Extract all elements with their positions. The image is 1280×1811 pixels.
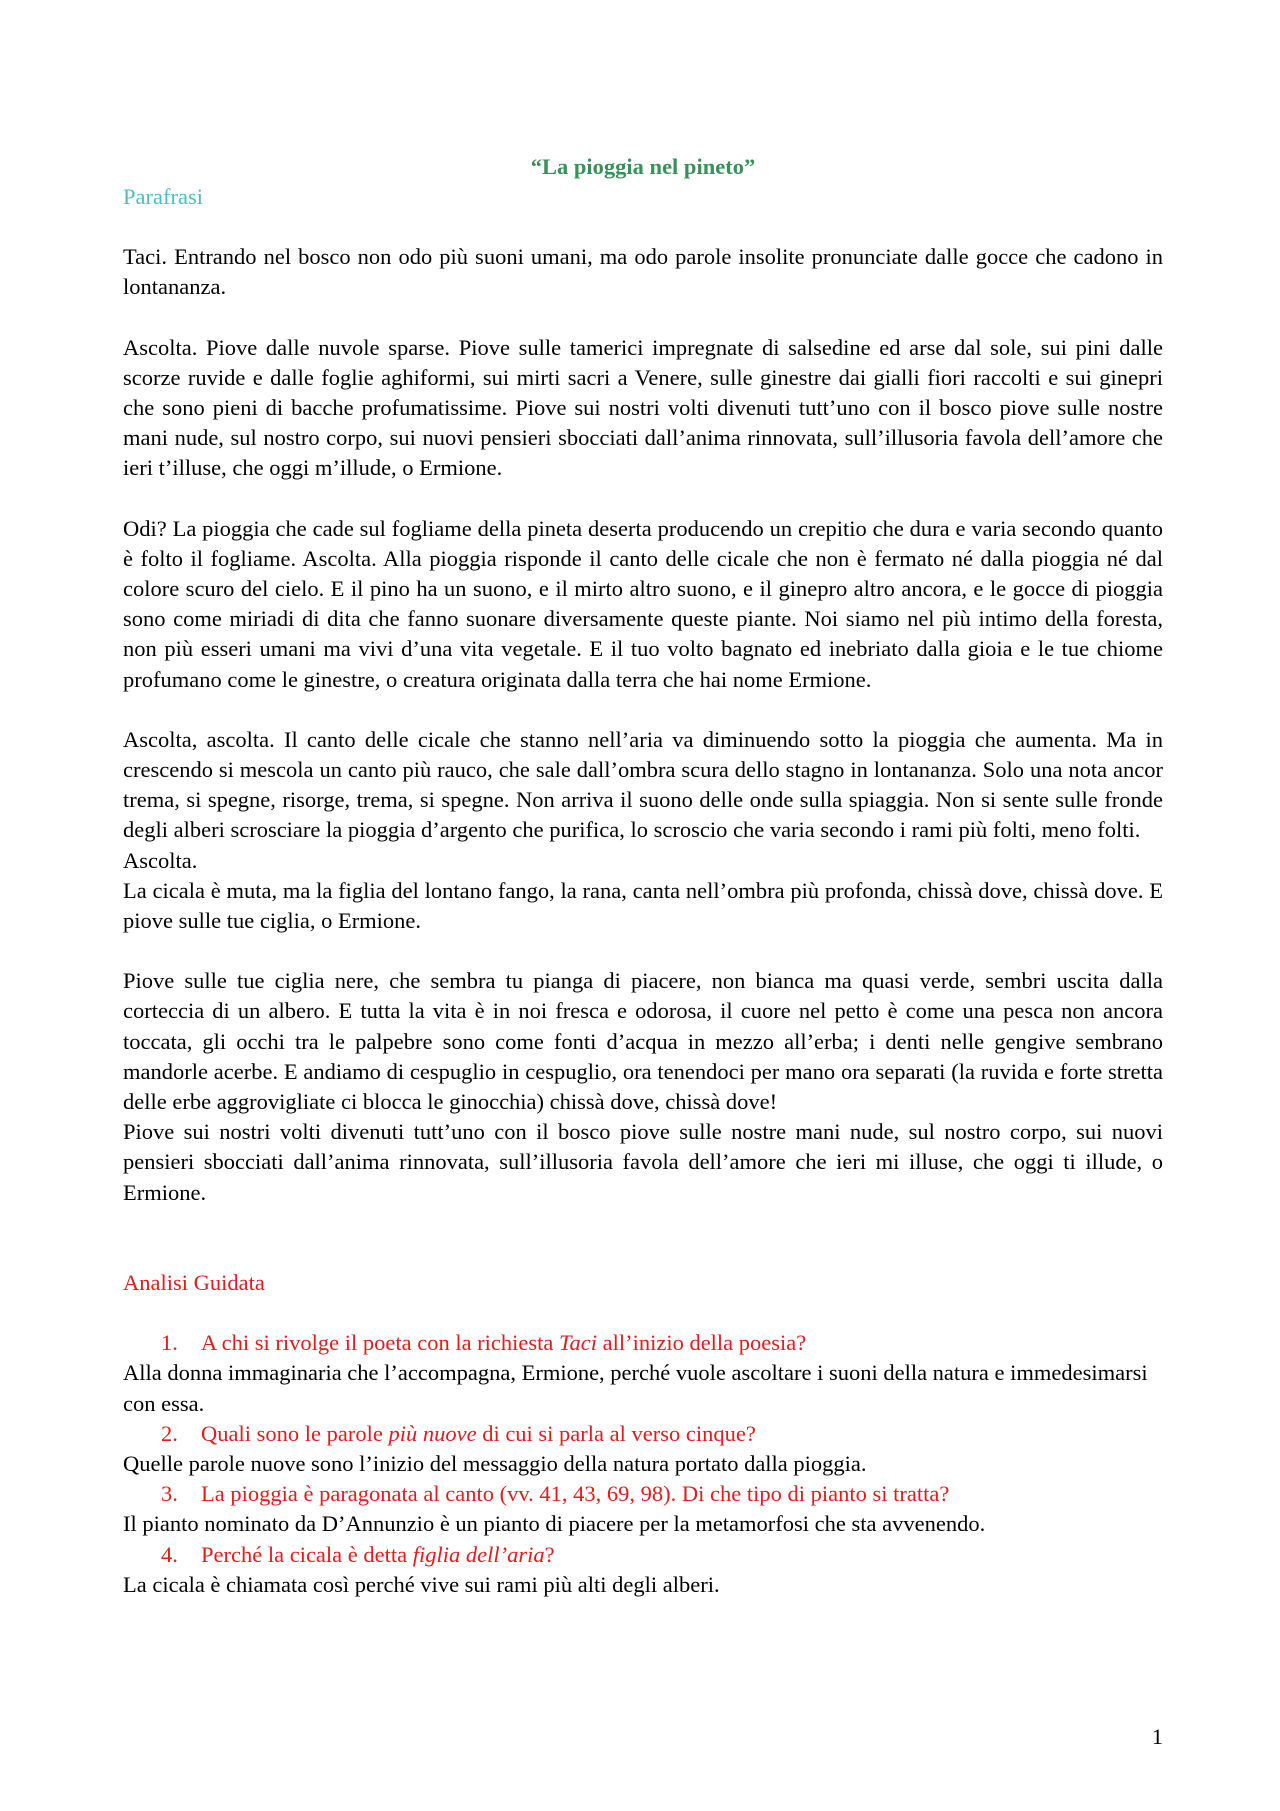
question-item <box>123 1328 1163 1358</box>
paraphrase-paragraph: Ascolta. Piove dalle nuvole sparse. Piove sulle tamerici impregnate di salsedine ed arse dal sole, sui pini dalle scorze ruvide e dalle foglie aghiformi, sui mirti sacri a Venere, sulle ginestre dai gialli fiori raccolti e sui ginepri che sono pieni di bacche profumatissime. Piove sui nostri volti divenuti tutt’uno con il bosco piove sulle nostre mani nude, sul nostro corpo, sui nuovi pensieri sbocciati dall’anima rinnovata, sull’illusoria favola dell’amore che ieri t’illuse, che oggi m’illude, o Ermione. <box>123 334 1163 481</box>
question-number: 4. <box>161 1541 178 1567</box>
question-text: Perché la cicala è detta <box>201 1541 413 1567</box>
paraphrase-paragraph: Taci. Entrando nel bosco non odo più suoni umani, ma odo parole insolite pronunciate dalle gocce che cadono in lontananza. <box>123 244 1163 300</box>
question-number: 2. <box>161 1420 178 1446</box>
question-item <box>123 1419 1163 1449</box>
question-italic: figlia dell’aria <box>412 1541 545 1567</box>
question-list <box>123 1328 1163 1600</box>
paraphrase-paragraph: Piove sui nostri volti divenuti tutt’uno con il bosco piove sulle nostre mani nude, sul nostro corpo, sui nuovi pensieri sbocciati dall’anima rinnovata, sull’illusoria favola dell’amore che ieri mi illuse, che oggi ti illude, o Ermione. <box>123 1119 1163 1205</box>
question-number: 1. <box>161 1330 178 1356</box>
question-item <box>123 1540 1163 1570</box>
question-text: A chi si rivolge il poeta con la richiesta <box>201 1330 560 1356</box>
document-body <box>123 152 1163 1600</box>
section-heading-analisi: Analisi Guidata <box>123 1269 265 1295</box>
paraphrase-paragraph: Ascolta, ascolta. Il canto delle cicale che stanno nell’aria va diminuendo sotto la pioggia che aumenta. Ma in crescendo si mescola un canto più rauco, che sale dall’ombra scura dello stagno in lontananza. Solo una nota ancor trema, si spegne, risorge, trema, si spegne. Non arriva il suono delle onde sulla spiaggia. Non si sente sulle fronde degli alberi scrosciare la pioggia d’argento che purifica, lo scroscio che varia secondo i rami più folti, meno folti. <box>123 726 1163 843</box>
paraphrase-paragraph: Odi? La pioggia che cade sul fogliame della pineta deserta producendo un crepitio che dura e varia secondo quanto è folto il fogliame. Ascolta. Alla pioggia risponde il canto delle cicale che non è fermato né dalla pioggia né dal colore scuro del cielo. E il pino ha un suono, e il mirto altro suono, e il ginepro altro ancora, e le gocce di pioggia sono come miriadi di dita che fanno suonare diversamente queste piante. Noi siamo nel più intimo della foresta, non più esseri umani ma vivi d’una vita vegetale. E il tuo volto bagnato ed inebriato dalla gioia e le tue chiome profumano come le ginestre, o creatura originata dalla terra che hai nome Ermione. <box>123 515 1163 692</box>
paraphrase-paragraph: La cicala è muta, ma la figlia del lontano fango, la rana, canta nell’ombra più profonda, chissà dove, chissà dove. E piove sulle tue ciglia, o Ermione. <box>123 877 1163 934</box>
page-number: 1 <box>1151 1724 1163 1749</box>
paraphrase-paragraph: Piove sulle tue ciglia nere, che sembra tu pianga di piacere, non bianca ma quasi verde, sembri uscita dalla corteccia di un albero. E tutta la vita è in noi fresca e odorosa, il cuore nel petto è come una pesca non ancora toccata, gli occhi tra le palpebre sono come fonti d’acqua in mezzo all’erba; i denti nelle gengive sembrano mandorle acerbe. E andiamo di cespuglio in cespuglio, ora tenendoci per mano ora separati (la ruvida e forte stretta delle erbe aggrovigliate ci blocca le ginocchia) chissà dove, chissà dove! <box>123 968 1163 1115</box>
question-text: La pioggia è paragonata al canto (vv. 41, 43, 69, 98). Di che tipo di pianto si tratta? <box>201 1481 950 1507</box>
question-text: di cui si parla al verso cinque? <box>476 1420 756 1446</box>
question-text: ? <box>544 1541 555 1567</box>
question-text: Quali sono le parole <box>201 1420 389 1446</box>
question-number: 3. <box>161 1481 178 1507</box>
answer-text: Alla donna immaginaria che l’accompagna, Ermione, perché vuole ascoltare i suoni della natura e immedesimarsi con essa. <box>123 1360 1148 1416</box>
question-italic: più nuove <box>388 1420 477 1446</box>
question-item <box>123 1479 1163 1509</box>
paraphrase-line: Ascolta. <box>123 847 198 873</box>
section-heading-parafrasi: Parafrasi <box>123 184 203 209</box>
answer-text: Quelle parole nuove sono l’inizio del messaggio della natura portato dalla pioggia. <box>123 1450 867 1476</box>
question-text: all’inizio della poesia? <box>596 1330 807 1356</box>
document-title: “La pioggia nel pineto” <box>530 154 756 179</box>
answer-text: Il pianto nominato da D’Annunzio è un pianto di piacere per la metamorfosi che sta avvenendo. <box>123 1511 986 1537</box>
answer-text: La cicala è chiamata così perché vive sui rami più alti degli alberi. <box>123 1571 720 1597</box>
question-italic: Taci <box>559 1330 597 1356</box>
